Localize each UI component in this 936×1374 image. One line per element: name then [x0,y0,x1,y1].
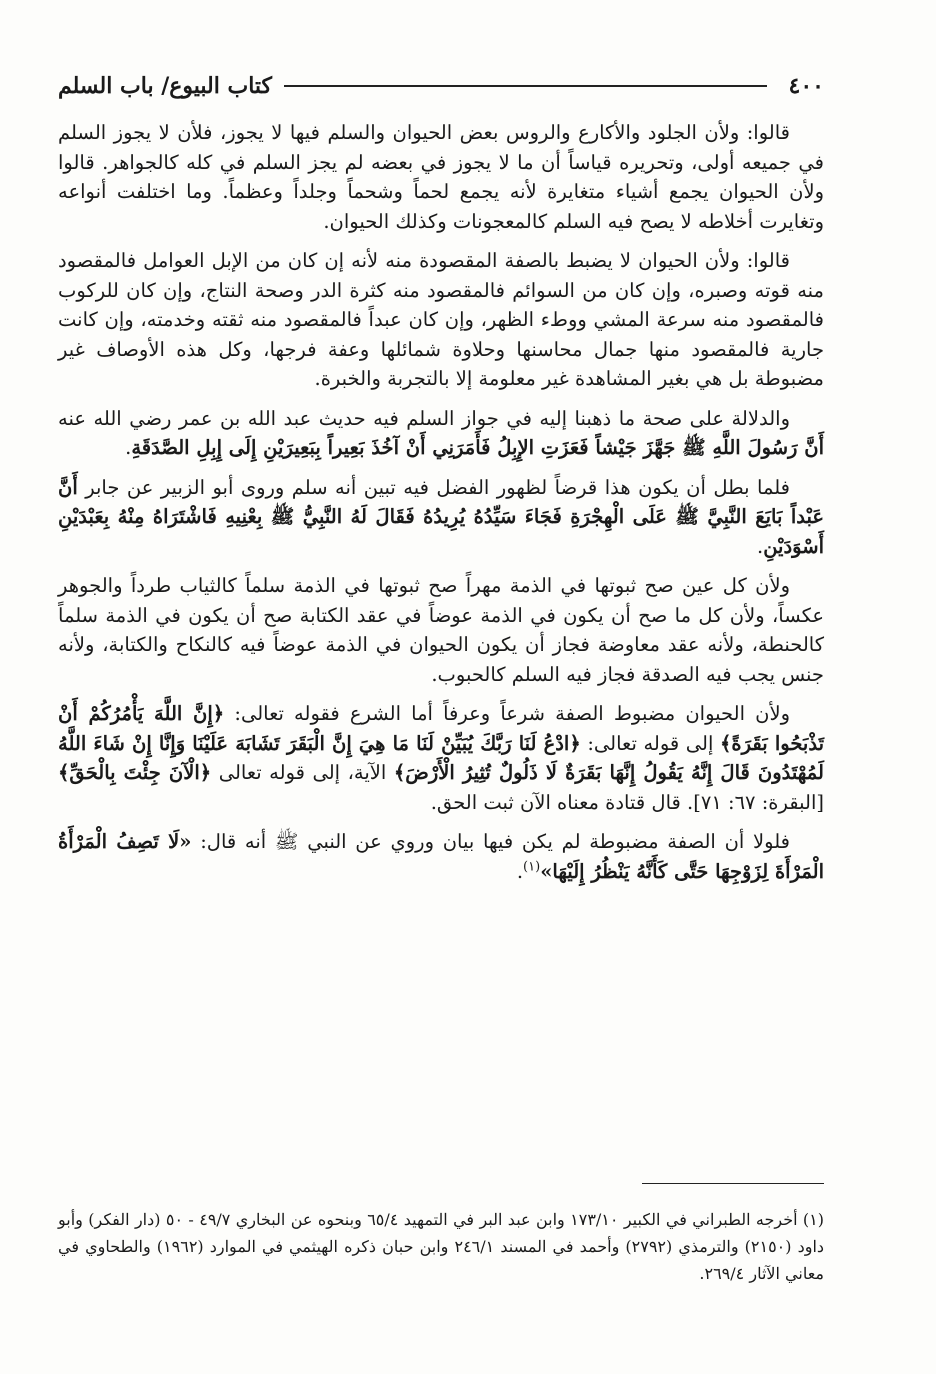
paragraph: قالوا: ولأن الجلود والأكارع والروس بعض الحيوان والسلم فيها لا يجوز، فلأن لا يجوز السلم في جميعه أولى، وتحريره قياساً أن ما لا يجوز في بعضه لم يجز السلم في كله كالجواهر. قالوا ولأن الحيوان يجمع أشياء متغايرة لأنه يجمع لحماً وشحماً وجلداً وعظماً. وما اختلفت أنواعه وتغايرت أخلاطه لا يصح فيه السلم كالمعجونات وكذلك الحيوان. [58,121,824,233]
hadith-quote: أَنَّ رَسُولَ اللَّهِ ﷺ جَهَّزَ جَيْشاً فَعَزَتِ الإِبِلُ فَأَمَرَنِي أَنْ آخُذَ بَعِيراً بِبَعِيرَيْنِ إِلَى إِبِلِ الصَّدَقَةِ [131,436,824,459]
paragraph: ولأن الحيوان مضبوط الصفة شرعاً وعرفاً أما الشرع فقوله تعالى: ﴿إِنَّ اللَّهَ يَأْمُرُكُمْ أَنْ تَذْبَحُوا بَقَرَةً﴾ إلى قوله تعالى: ﴿ادْعُ لَنَا رَبَّكَ يُبَيِّنْ لَنَا مَا هِيَ إِنَّ الْبَقَرَ تَشَابَهَ عَلَيْنَا وَإِنَّا إِنْ شَاءَ اللَّهُ لَمُهْتَدُونَ قَالَ إِنَّهُ يَقُولُ إِنَّهَا بَقَرَةٌ لَا ذَلُولٌ تُثِيرُ الْأَرْضَ﴾ الآية، إلى قوله تعالى ﴿الْآنَ جِئْتَ بِالْحَقِّ﴾ [البقرة: ٦٧: ٧١]. قال قتادة معناه الآن ثبت الحق. [58,702,824,814]
header-rule [284,85,767,87]
paragraph-text: والدلالة على صحة ما ذهبنا إليه في جواز السلم فيه حديث عبد الله بن عمر رضي الله عنه [58,406,790,430]
paragraph: والدلالة على صحة ما ذهبنا إليه في جواز السلم فيه حديث عبد الله بن عمر رضي الله عنه أَنَّ رَسُولَ اللَّهِ ﷺ جَهَّزَ جَيْشاً فَعَزَتِ الإِبِلُ فَأَمَرَنِي أَنْ آخُذَ بَعِيراً بِبَعِيرَيْنِ إِلَى إِبِلِ الصَّدَقَةِ. [58,406,824,459]
footnote-separator [642,1183,824,1184]
footnote [58,1206,824,1287]
main-text [58,118,824,896]
quran-verse: ﴿ادْعُ لَنَا رَبَّكَ يُبَيِّنْ لَنَا مَا هِيَ إِنَّ الْبَقَرَ تَشَابَهَ عَلَيْنَا وَإِنَّا إِنْ شَاءَ اللَّهُ لَمُهْتَدُونَ قَالَ إِنَّهُ يَقُولُ إِنَّهَا بَقَرَةٌ لَا ذَلُولٌ تُثِيرُ الْأَرْضَ﴾ [58,731,824,784]
paragraph: ولأن كل عين صح ثبوتها في الذمة مهراً صح ثبوتها في الذمة سلماً كالثياب طرداً والجوهر عكساً، ولأن كل ما صح أن يكون في الذمة عوضاً في عقد الكتابة صح أن يكون في الذمة سلماً كالحنطة، ولأنه عقد معاوضة فجاز أن يكون الحيوان في الذمة عوضاً فيه كالنكاح والكتابة، ولأنه جنس يجب فيه الصدقة فجاز فيه السلم كالحبوب. [58,574,824,686]
paragraph: فلولا أن الصفة مضبوطة لم يكن فيها بيان وروي عن النبي ﷺ أنه قال: «لَا تَصِفُ الْمَرْأَةُ الْمَرْأَةَ لِزَوْجِهَا حَتَّى كَأَنَّهُ يَنْظُرُ إِلَيْهَا»$^{(١)}$. [58,830,824,883]
paragraph-text: فلما بطل أن يكون هذا قرضاً لظهور الفضل فيه تبين أنه سلم وروى أبو الزبير عن جابر [85,475,791,499]
page-number: ٤٠٠ [788,73,824,99]
page-header [58,66,824,106]
footnote-marker[interactable]: (١) [523,859,541,874]
footnote-text: (١) أخرجه الطبراني في الكبير ١٧٣/١٠ وابن عبد البر في التمهيد ٦٥/٤ وبنحوه عن البخاري ٤٩/٧ - ٥٠ (دار الفكر) وأبو داود (٢١٥٠) والترمذي (٢٧٩٢) وأحمد في المسند ٢٤٦/١ وابن حبان ذكره الهيثمي في الموارد (١٩٦٢) والطحاوي في معاني الآثار ٢٦٩/٤. [58,1210,825,1283]
quran-verse: ﴿الْآنَ جِئْتَ بِالْحَقِّ﴾ [58,761,212,784]
paragraph-text: ولأن الحيوان مضبوط الصفة شرعاً وعرفاً أما الشرع فقوله تعالى: [234,702,791,725]
running-title: كتاب البيوع/ باب السلم [58,73,273,99]
quran-verse: ﴿إِنَّ اللَّهَ يَأْمُرُكُمْ أَنْ تَذْبَحُوا بَقَرَةً﴾ [58,702,824,755]
paragraph: قالوا: ولأن الحيوان لا يضبط بالصفة المقصودة منه لأنه إن كان من الإبل العوامل فالمقصود منه قوته وصبره، وإن كان من السوائم فالمقصود منه كثرة الدر وصحة النتاج، وإن كان للركوب فالمقصود منه سرعة المشي ووطء الظهر، وإن كان عبداً فالمقصود منه ثقته وخدمته، وإن كانت جارية فالمقصود منها جمال محاسنها وحلاوة شمائلها وعفة فرجها، وكل هذه الأوصاف غير مضبوطة بل هي بغير المشاهدة غير معلومة إلا بالتجربة والخبرة. [58,249,824,390]
hadith-quote: أَنَّ عَبْداً بَايَعَ النَّبِيَّ ﷺ عَلَى الْهِجْرَةِ فَجَاءَ سَيِّدُهُ يُرِيدُهُ فَقَالَ لَهُ النَّبِيُّ ﷺ بِعْنِيهِ فَاشْتَرَاهُ مِنْهُ بِعَبْدَيْنِ أَسْوَدَيْنِ [58,475,824,558]
paragraph-text: فلولا أن الصفة مضبوطة لم يكن فيها بيان وروي عن النبي ﷺ أنه قال: [200,830,790,853]
paragraph: فلما بطل أن يكون هذا قرضاً لظهور الفضل فيه تبين أنه سلم وروى أبو الزبير عن جابر أَنَّ عَبْداً بَايَعَ النَّبِيَّ ﷺ عَلَى الْهِجْرَةِ فَجَاءَ سَيِّدُهُ يُرِيدُهُ فَقَالَ لَهُ النَّبِيُّ ﷺ بِعْنِيهِ فَاشْتَرَاهُ مِنْهُ بِعَبْدَيْنِ أَسْوَدَيْنِ. [58,475,824,558]
hadith-quote: «لَا تَصِفُ الْمَرْأَةُ الْمَرْأَةَ لِزَوْجِهَا حَتَّى كَأَنَّهُ يَنْظُرُ إِلَيْهَا» [58,830,824,883]
